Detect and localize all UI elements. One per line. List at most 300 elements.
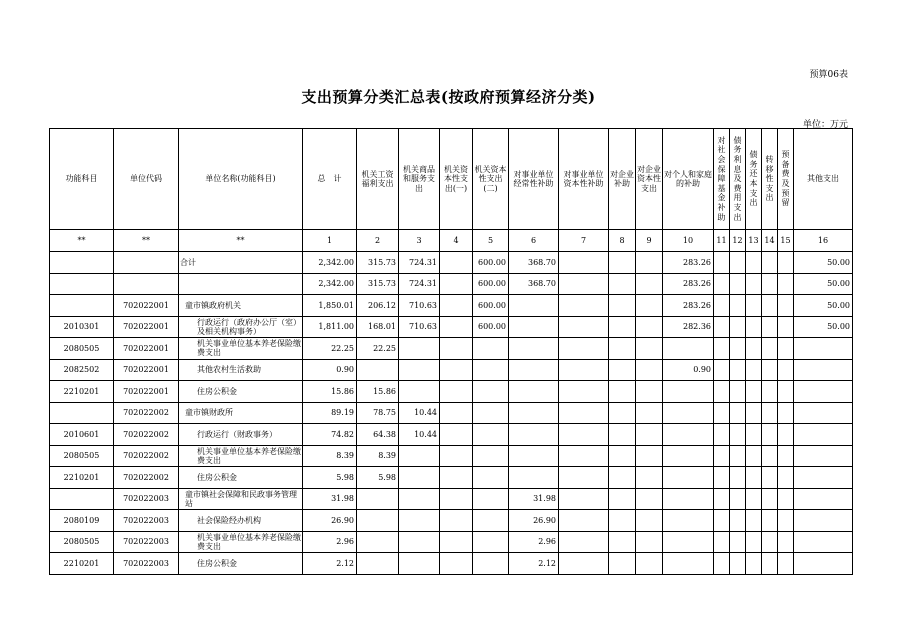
amount-cell xyxy=(636,467,663,489)
amount-cell: 31.98 xyxy=(509,488,559,510)
amount-cell xyxy=(794,553,853,575)
amount-cell xyxy=(746,381,762,403)
amount-cell xyxy=(762,273,778,295)
amount-cell xyxy=(609,553,636,575)
amount-cell: 2.12 xyxy=(303,553,357,575)
unit-name-cell: 童市镇政府机关 xyxy=(179,295,303,317)
col-header: 其他支出 xyxy=(794,129,853,230)
table-row xyxy=(50,553,853,575)
amount-cell xyxy=(636,402,663,424)
col-header: 转移性支出 xyxy=(762,129,778,230)
amount-cell xyxy=(473,402,509,424)
amount-cell: 368.70 xyxy=(509,252,559,274)
page-title: 支出预算分类汇总表(按政府预算经济分类) xyxy=(301,88,596,106)
unit-code-cell: 702022003 xyxy=(114,553,179,575)
column-index: ** xyxy=(50,230,114,252)
amount-cell: 600.00 xyxy=(473,273,509,295)
amount-cell xyxy=(636,338,663,360)
amount-cell: 315.73 xyxy=(357,252,399,274)
amount-cell: 10.44 xyxy=(399,424,440,446)
function-code-cell: 2010301 xyxy=(50,316,114,338)
amount-cell xyxy=(559,402,609,424)
amount-cell: 724.31 xyxy=(399,252,440,274)
unit-name-cell: 童市镇财政所 xyxy=(179,402,303,424)
unit-code-cell: 702022003 xyxy=(114,488,179,510)
amount-cell: 78.75 xyxy=(357,402,399,424)
amount-cell xyxy=(778,273,794,295)
amount-cell xyxy=(714,381,730,403)
amount-cell xyxy=(730,510,746,532)
col-header: 总 计 xyxy=(303,129,357,230)
amount-cell: 50.00 xyxy=(794,295,853,317)
amount-cell xyxy=(559,252,609,274)
amount-cell xyxy=(778,295,794,317)
col-header: 债务还本支出 xyxy=(746,129,762,230)
amount-cell xyxy=(730,531,746,553)
amount-cell: 26.90 xyxy=(303,510,357,532)
column-index: 13 xyxy=(746,230,762,252)
column-index: 14 xyxy=(762,230,778,252)
amount-cell xyxy=(609,531,636,553)
amount-cell: 282.36 xyxy=(663,316,714,338)
amount-cell xyxy=(746,467,762,489)
amount-cell: 50.00 xyxy=(794,273,853,295)
amount-cell xyxy=(794,467,853,489)
col-header: 机关资本性支出(一) xyxy=(440,129,473,230)
function-code-cell: 2080109 xyxy=(50,510,114,532)
amount-cell: 600.00 xyxy=(473,295,509,317)
amount-cell xyxy=(714,553,730,575)
amount-cell xyxy=(473,467,509,489)
amount-cell xyxy=(730,553,746,575)
amount-cell xyxy=(663,381,714,403)
amount-cell xyxy=(778,553,794,575)
col-header: 对事业单位资本性补助 xyxy=(559,129,609,230)
unit-code-cell: 702022002 xyxy=(114,445,179,467)
unit-name-cell: 社会保险经办机构 xyxy=(179,510,303,532)
unit-code-cell: 702022002 xyxy=(114,467,179,489)
amount-cell xyxy=(559,424,609,446)
amount-cell xyxy=(509,402,559,424)
table-row xyxy=(50,445,853,467)
amount-cell: 283.26 xyxy=(663,273,714,295)
amount-cell xyxy=(714,402,730,424)
amount-cell: 15.86 xyxy=(303,381,357,403)
amount-cell xyxy=(399,445,440,467)
unit-code-cell: 702022001 xyxy=(114,359,179,381)
amount-cell xyxy=(357,531,399,553)
amount-cell xyxy=(559,381,609,403)
amount-cell xyxy=(509,338,559,360)
amount-cell xyxy=(473,488,509,510)
amount-cell xyxy=(730,273,746,295)
amount-cell xyxy=(762,295,778,317)
amount-cell xyxy=(440,488,473,510)
table-row xyxy=(50,338,853,360)
amount-cell xyxy=(794,510,853,532)
amount-cell xyxy=(762,359,778,381)
amount-cell xyxy=(778,338,794,360)
function-code-cell xyxy=(50,252,114,274)
amount-cell xyxy=(714,273,730,295)
col-header: 单位代码 xyxy=(114,129,179,230)
amount-cell xyxy=(794,402,853,424)
unit-code-cell: 702022002 xyxy=(114,424,179,446)
unit-code-cell: 702022001 xyxy=(114,295,179,317)
col-header: 对个人和家庭的补助 xyxy=(663,129,714,230)
amount-cell xyxy=(440,295,473,317)
amount-cell xyxy=(440,252,473,274)
function-code-cell: 2210201 xyxy=(50,553,114,575)
amount-cell xyxy=(762,316,778,338)
amount-cell: 8.39 xyxy=(303,445,357,467)
table-row xyxy=(50,295,853,317)
amount-cell xyxy=(399,531,440,553)
unit-name-cell: 机关事业单位基本养老保险缴费支出 xyxy=(179,338,303,360)
amount-cell xyxy=(714,338,730,360)
unit-code-cell xyxy=(114,273,179,295)
amount-cell xyxy=(714,424,730,446)
amount-cell: 64.38 xyxy=(357,424,399,446)
amount-cell xyxy=(714,316,730,338)
function-code-cell: 2080505 xyxy=(50,445,114,467)
column-index: 6 xyxy=(509,230,559,252)
amount-cell xyxy=(473,510,509,532)
amount-cell xyxy=(636,445,663,467)
amount-cell xyxy=(762,510,778,532)
amount-cell xyxy=(663,338,714,360)
amount-cell xyxy=(730,402,746,424)
table-row xyxy=(50,252,853,274)
amount-cell xyxy=(559,273,609,295)
unit-name-cell: 童市镇社会保障和民政事务管理站 xyxy=(179,488,303,510)
amount-cell: 710.63 xyxy=(399,316,440,338)
amount-cell: 8.39 xyxy=(357,445,399,467)
amount-cell xyxy=(730,488,746,510)
unit-code-cell: 702022002 xyxy=(114,402,179,424)
amount-cell: 2,342.00 xyxy=(303,252,357,274)
amount-cell xyxy=(636,424,663,446)
amount-cell xyxy=(794,531,853,553)
unit-code-cell: 702022001 xyxy=(114,381,179,403)
amount-cell xyxy=(609,424,636,446)
amount-cell xyxy=(746,402,762,424)
amount-cell xyxy=(663,402,714,424)
amount-cell xyxy=(636,273,663,295)
amount-cell xyxy=(509,295,559,317)
amount-cell: 724.31 xyxy=(399,273,440,295)
amount-cell xyxy=(399,467,440,489)
amount-cell xyxy=(636,381,663,403)
amount-cell xyxy=(636,359,663,381)
function-code-cell: 2082502 xyxy=(50,359,114,381)
amount-cell xyxy=(559,531,609,553)
amount-cell xyxy=(730,381,746,403)
unit-name-cell: 行政运行（政府办公厅（室）及相关机构事务） xyxy=(179,316,303,338)
column-index: ** xyxy=(179,230,303,252)
unit-name-cell: 住房公积金 xyxy=(179,381,303,403)
amount-cell xyxy=(794,338,853,360)
unit-name-cell: 机关事业单位基本养老保险缴费支出 xyxy=(179,531,303,553)
amount-cell xyxy=(357,359,399,381)
amount-cell xyxy=(399,488,440,510)
unit-code-cell: 702022001 xyxy=(114,316,179,338)
amount-cell: 315.73 xyxy=(357,273,399,295)
amount-cell xyxy=(440,467,473,489)
amount-cell xyxy=(440,553,473,575)
amount-cell xyxy=(663,488,714,510)
amount-cell xyxy=(473,359,509,381)
amount-cell xyxy=(636,488,663,510)
amount-cell xyxy=(714,359,730,381)
amount-cell xyxy=(762,381,778,403)
table-row xyxy=(50,273,853,295)
amount-cell xyxy=(636,553,663,575)
amount-cell xyxy=(746,295,762,317)
col-header: 机关商品和服务支出 xyxy=(399,129,440,230)
amount-cell xyxy=(794,488,853,510)
column-index: 9 xyxy=(636,230,663,252)
amount-cell xyxy=(762,252,778,274)
amount-cell: 89.19 xyxy=(303,402,357,424)
amount-cell xyxy=(746,553,762,575)
amount-cell xyxy=(473,553,509,575)
amount-cell: 1,811.00 xyxy=(303,316,357,338)
amount-cell xyxy=(609,488,636,510)
table-row xyxy=(50,381,853,403)
amount-cell xyxy=(663,510,714,532)
column-index: 5 xyxy=(473,230,509,252)
amount-cell: 600.00 xyxy=(473,316,509,338)
amount-cell xyxy=(663,467,714,489)
table-row xyxy=(50,467,853,489)
amount-cell xyxy=(730,338,746,360)
unit-code-cell: 702022003 xyxy=(114,510,179,532)
amount-cell: 2,342.00 xyxy=(303,273,357,295)
amount-cell xyxy=(399,381,440,403)
amount-cell: 31.98 xyxy=(303,488,357,510)
amount-cell xyxy=(473,381,509,403)
amount-cell xyxy=(730,445,746,467)
amount-cell xyxy=(440,381,473,403)
amount-cell xyxy=(663,445,714,467)
amount-cell xyxy=(509,445,559,467)
amount-cell xyxy=(778,424,794,446)
function-code-cell: 2080505 xyxy=(50,338,114,360)
amount-cell xyxy=(794,381,853,403)
amount-cell xyxy=(714,252,730,274)
amount-cell xyxy=(440,445,473,467)
amount-cell xyxy=(730,467,746,489)
amount-cell: 10.44 xyxy=(399,402,440,424)
function-code-cell: 2080505 xyxy=(50,531,114,553)
amount-cell xyxy=(762,402,778,424)
amount-cell xyxy=(473,424,509,446)
table-row xyxy=(50,531,853,553)
amount-cell xyxy=(440,338,473,360)
unit-name-cell: 其他农村生活救助 xyxy=(179,359,303,381)
amount-cell xyxy=(714,295,730,317)
amount-cell xyxy=(609,402,636,424)
unit-code-cell: 702022003 xyxy=(114,531,179,553)
amount-cell: 15.86 xyxy=(357,381,399,403)
amount-cell xyxy=(473,445,509,467)
amount-cell xyxy=(714,467,730,489)
amount-cell xyxy=(762,488,778,510)
amount-cell xyxy=(559,359,609,381)
amount-cell xyxy=(357,553,399,575)
amount-cell: 283.26 xyxy=(663,295,714,317)
amount-cell xyxy=(762,445,778,467)
amount-cell xyxy=(778,445,794,467)
amount-cell: 600.00 xyxy=(473,252,509,274)
col-header: 对社会保障基金补助 xyxy=(714,129,730,230)
amount-cell xyxy=(714,445,730,467)
unit-name-cell: 住房公积金 xyxy=(179,553,303,575)
amount-cell xyxy=(730,295,746,317)
amount-cell xyxy=(509,316,559,338)
table-row xyxy=(50,402,853,424)
function-code-cell: 2210201 xyxy=(50,467,114,489)
amount-cell xyxy=(762,467,778,489)
amount-cell xyxy=(746,488,762,510)
amount-cell xyxy=(509,424,559,446)
col-header: 功能科目 xyxy=(50,129,114,230)
amount-cell xyxy=(636,510,663,532)
amount-cell xyxy=(762,531,778,553)
table-row xyxy=(50,424,853,446)
unit-name-cell: 行政运行（财政事务） xyxy=(179,424,303,446)
function-code-cell xyxy=(50,295,114,317)
unit-name-cell: 合计 xyxy=(179,252,303,274)
amount-cell xyxy=(730,359,746,381)
amount-cell xyxy=(559,488,609,510)
table-row xyxy=(50,510,853,532)
amount-cell: 2.96 xyxy=(509,531,559,553)
amount-cell xyxy=(559,553,609,575)
amount-cell xyxy=(609,316,636,338)
col-header: 单位名称(功能科目) xyxy=(179,129,303,230)
column-index: 8 xyxy=(609,230,636,252)
amount-cell xyxy=(730,424,746,446)
amount-cell xyxy=(609,295,636,317)
column-index: 16 xyxy=(794,230,853,252)
column-index: 15 xyxy=(778,230,794,252)
amount-cell: 710.63 xyxy=(399,295,440,317)
col-header: 对事业单位经常性补助 xyxy=(509,129,559,230)
amount-cell xyxy=(440,531,473,553)
amount-cell xyxy=(746,338,762,360)
amount-cell xyxy=(663,424,714,446)
amount-cell xyxy=(794,445,853,467)
amount-cell: 1,850.01 xyxy=(303,295,357,317)
amount-cell xyxy=(559,445,609,467)
amount-cell xyxy=(794,359,853,381)
amount-cell xyxy=(509,381,559,403)
amount-cell xyxy=(636,295,663,317)
amount-cell xyxy=(473,531,509,553)
amount-cell xyxy=(746,316,762,338)
amount-cell: 0.90 xyxy=(303,359,357,381)
amount-cell: 0.90 xyxy=(663,359,714,381)
table-row xyxy=(50,488,853,510)
column-index: 3 xyxy=(399,230,440,252)
amount-cell xyxy=(746,531,762,553)
amount-cell xyxy=(559,467,609,489)
amount-cell xyxy=(778,381,794,403)
amount-cell xyxy=(609,338,636,360)
amount-cell xyxy=(559,295,609,317)
amount-cell xyxy=(440,316,473,338)
col-header: 对企业资本性支出 xyxy=(636,129,663,230)
unit-name-cell: 机关事业单位基本养老保险缴费支出 xyxy=(179,445,303,467)
amount-cell xyxy=(778,252,794,274)
amount-cell xyxy=(399,510,440,532)
table-row xyxy=(50,359,853,381)
col-header: 对企业补助 xyxy=(609,129,636,230)
amount-cell xyxy=(440,424,473,446)
amount-cell xyxy=(559,316,609,338)
amount-cell xyxy=(778,531,794,553)
function-code-cell: 2210201 xyxy=(50,381,114,403)
amount-cell: 283.26 xyxy=(663,252,714,274)
unit-code-cell xyxy=(114,252,179,274)
amount-cell xyxy=(440,402,473,424)
amount-cell xyxy=(636,316,663,338)
header-row xyxy=(50,129,853,230)
column-index: 2 xyxy=(357,230,399,252)
amount-cell xyxy=(746,445,762,467)
amount-cell xyxy=(746,252,762,274)
function-code-cell: 2010601 xyxy=(50,424,114,446)
amount-cell: 2.96 xyxy=(303,531,357,553)
amount-cell xyxy=(559,338,609,360)
amount-cell xyxy=(746,273,762,295)
unit-name-cell: 住房公积金 xyxy=(179,467,303,489)
column-index: 10 xyxy=(663,230,714,252)
amount-cell xyxy=(399,553,440,575)
amount-cell: 206.12 xyxy=(357,295,399,317)
amount-cell xyxy=(730,316,746,338)
amount-cell xyxy=(663,553,714,575)
amount-cell: 5.98 xyxy=(357,467,399,489)
amount-cell xyxy=(440,359,473,381)
amount-cell xyxy=(399,338,440,360)
amount-cell: 368.70 xyxy=(509,273,559,295)
column-index: 12 xyxy=(730,230,746,252)
amount-cell xyxy=(762,553,778,575)
amount-cell xyxy=(636,531,663,553)
amount-cell xyxy=(609,273,636,295)
amount-cell: 22.25 xyxy=(357,338,399,360)
amount-cell xyxy=(663,531,714,553)
amount-cell xyxy=(778,316,794,338)
amount-cell xyxy=(714,531,730,553)
amount-cell: 5.98 xyxy=(303,467,357,489)
amount-cell xyxy=(778,467,794,489)
function-code-cell xyxy=(50,488,114,510)
amount-cell xyxy=(714,488,730,510)
amount-cell xyxy=(609,445,636,467)
amount-cell xyxy=(714,510,730,532)
amount-cell xyxy=(778,359,794,381)
amount-cell: 168.01 xyxy=(357,316,399,338)
col-header: 机关资本性支出(二) xyxy=(473,129,509,230)
col-header: 预备费及预留 xyxy=(778,129,794,230)
column-index-row xyxy=(50,230,853,252)
amount-cell xyxy=(762,424,778,446)
amount-cell xyxy=(746,510,762,532)
